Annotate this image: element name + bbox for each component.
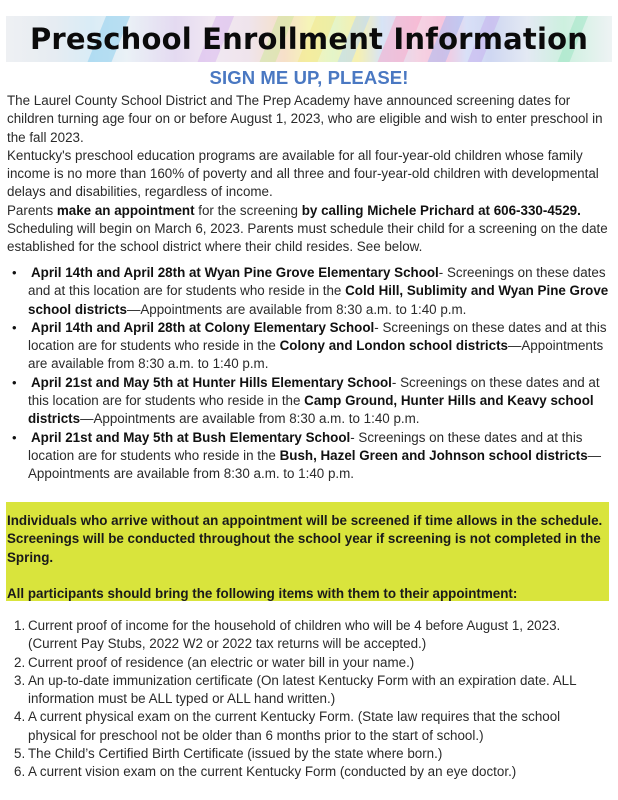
screening-schedule-list — [0, 264, 610, 484]
schedule-districts: Colony and London school districts — [279, 338, 508, 354]
schedule-description: - Screenings on these dates and at this location are for students who reside in the — [28, 429, 583, 463]
bullet-icon: • — [12, 265, 17, 280]
bullet-icon: • — [12, 374, 17, 390]
schedule-item — [0, 374, 610, 429]
schedule-districts: Bush, Hazel Green and Johnson school districts — [279, 447, 588, 463]
schedule-districts: Camp Ground, Hunter Hills and Keavy school districts — [28, 393, 594, 427]
appointment-emphasis: make an appointment — [56, 202, 195, 218]
bullet-icon: • — [12, 319, 17, 335]
schedule-hours: —Appointments are available from 8:30 a.m. to 1:40 p.m. — [80, 411, 420, 427]
required-item — [0, 672, 612, 709]
schedule-date-location: April 21st and May 5th at Bush Elementary School — [31, 429, 351, 445]
item-number: 1. — [14, 618, 26, 633]
bullet-icon: • — [12, 429, 17, 445]
item-text: An up-to-date immunization certificate (On latest Kentucky Form with an expiration date. ALL information must be ALL typed or ALL hand written.) — [28, 672, 577, 707]
bring-items-heading: All participants should bring the following items with them to their appointment: — [7, 585, 518, 601]
required-item — [0, 654, 612, 672]
required-item — [0, 763, 612, 781]
text-segment: for the screening — [194, 202, 302, 218]
schedule-item — [0, 264, 610, 319]
item-number: 6. — [14, 764, 26, 780]
contact-phone: by calling Michele Prichard at 606-330-4529. — [301, 202, 581, 218]
required-items-list — [0, 617, 612, 782]
header-banner — [6, 16, 612, 62]
schedule-hours: —Appointments are available from 8:30 a.m. to 1:40 p.m. — [126, 301, 467, 317]
schedule-date-location: April 14th and April 28th at Colony Elementary School — [31, 319, 375, 335]
schedule-description: - Screenings on these dates and at this location are for students who reside in the — [28, 265, 606, 299]
walk-in-notice: Individuals who arrive without an appointment will be screened if time allows in the schedule. Screenings will be conducted throughout the school year if screening is not completed in the Spring. — [7, 513, 603, 565]
item-number: 5. — [14, 746, 26, 762]
appointment-paragraph — [7, 202, 615, 220]
item-number: 3. — [14, 672, 26, 688]
schedule-hours: —Appointments are available from 8:30 a.m. to 1:40 p.m. — [28, 338, 604, 372]
item-text: Current proof of income for the household of children who will be 4 before August 1, 2023. (Current Pay Stubs, 2022 W2 or 2022 tax returns will be accepted.) — [28, 618, 561, 652]
highlighted-notice — [6, 502, 609, 601]
item-number: 4. — [14, 709, 26, 725]
schedule-date-location: April 21st and May 5th at Hunter Hills Elementary School — [31, 374, 392, 390]
schedule-description: - Screenings on these dates and at this location are for students who reside in the — [28, 374, 600, 409]
intro-paragraph: Scheduling will begin on March 6, 2023. Parents must schedule their child for a screening on the date established for the school district where their child resides. See below. — [7, 221, 608, 255]
schedule-description: - Screenings on these dates and at this location are for students who reside in the — [28, 319, 607, 354]
required-item — [0, 708, 612, 745]
intro-paragraph: Kentucky's preschool education programs are available for all four-year-old children whose family income is no more than 160% of poverty and all three and four-year-old children with developmental delays and disabilities, regardless of income. — [7, 147, 599, 200]
item-text: The Child’s Certified Birth Certificate (issued by the state where born.) — [28, 746, 443, 762]
required-item — [0, 745, 612, 763]
schedule-item — [0, 429, 610, 484]
page-title: Preschool Enrollment Information — [29, 22, 589, 56]
text-segment: Parents — [7, 202, 57, 218]
required-item — [0, 617, 612, 654]
page-subtitle: SIGN ME UP, PLEASE! — [209, 67, 409, 88]
schedule-item — [0, 319, 610, 374]
schedule-date-location: April 14th and April 28th at Wyan Pine Grove Elementary School — [31, 265, 439, 280]
intro-section — [7, 92, 615, 257]
schedule-hours: —Appointments are available from 8:30 a.m. to 1:40 p.m. — [28, 447, 602, 482]
schedule-districts: Cold Hill, Sublimity and Wyan Pine Grove school districts — [28, 283, 609, 317]
intro-paragraph: The Laurel County School District and The Prep Academy have announced screening dates for children turning age four on or before August 1, 2023, who are eligible and wish to enter preschool in the fall 2023. — [7, 93, 603, 145]
spacer — [7, 567, 609, 585]
item-text: A current vision exam on the current Kentucky Form (conducted by an eye doctor.) — [28, 764, 517, 780]
item-text: Current proof of residence (an electric or water bill in your name.) — [28, 654, 415, 670]
item-text: A current physical exam on the current Kentucky Form. (State law requires that the school physical for preschool not be older than 6 months prior to the start of school.) — [28, 709, 561, 743]
item-number: 2. — [14, 654, 26, 670]
